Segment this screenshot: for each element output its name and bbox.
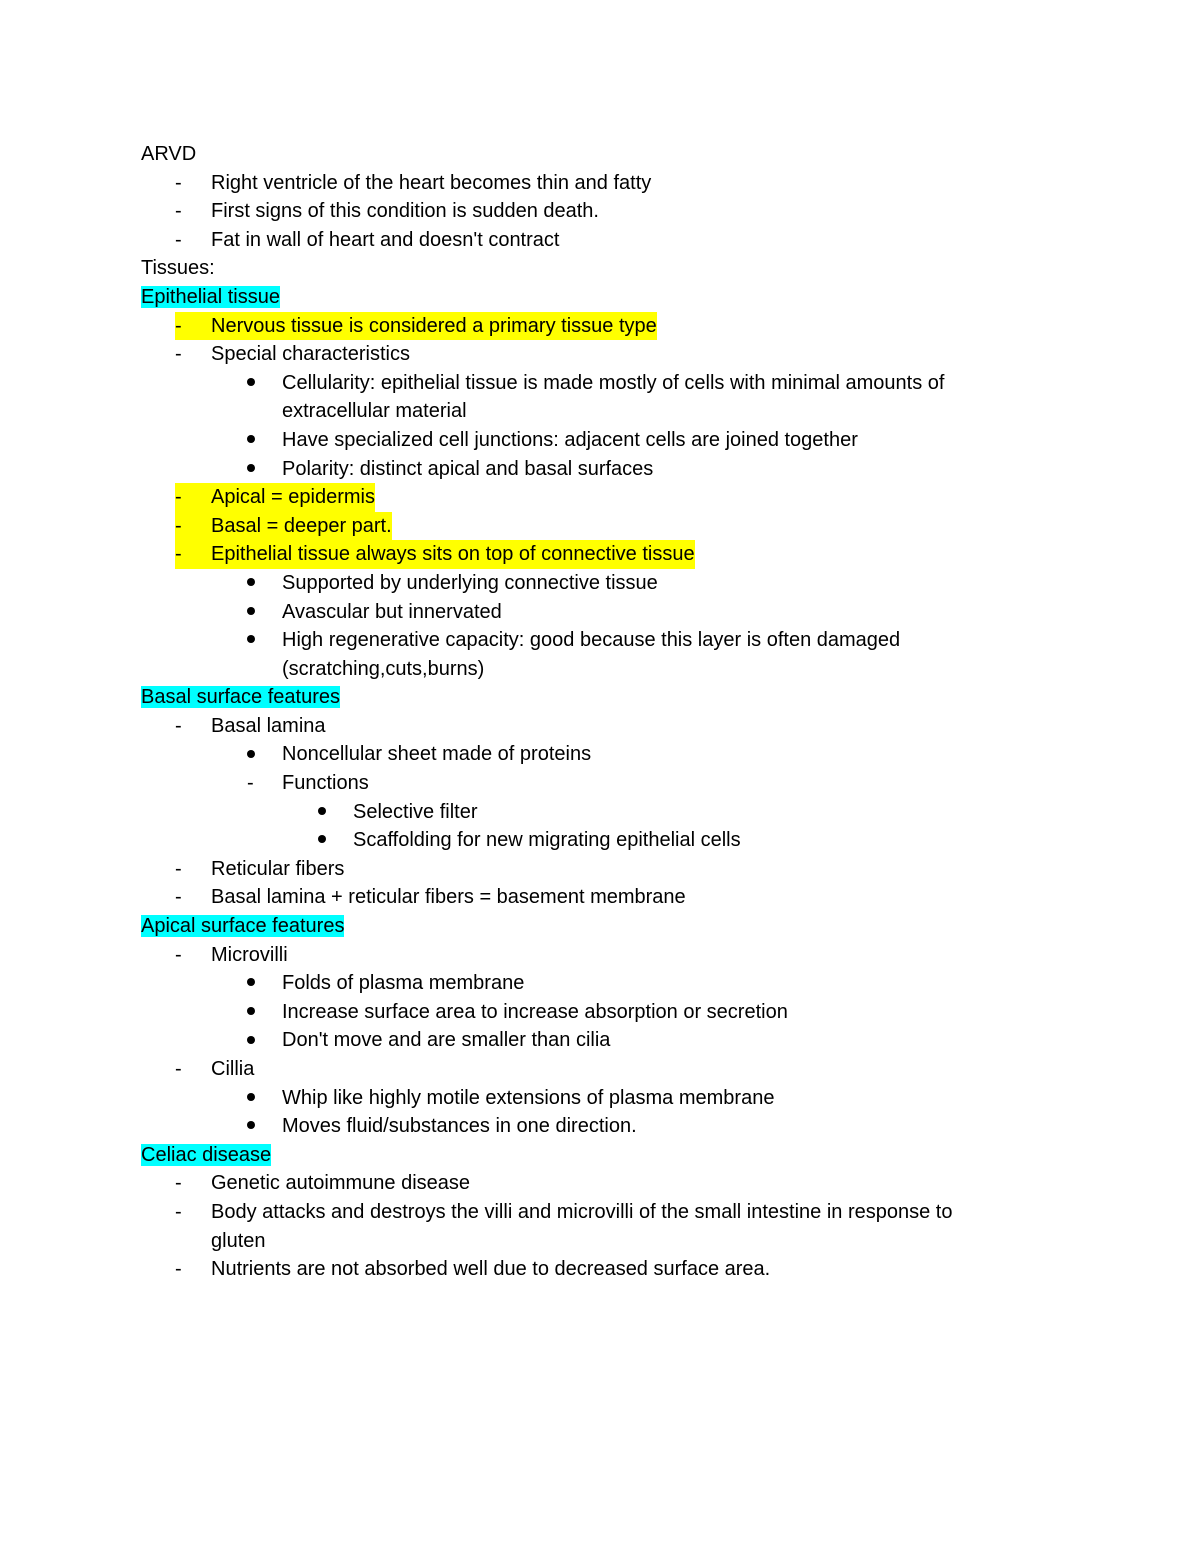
bullet-icon (247, 598, 255, 627)
list-item: Selective filter (141, 798, 1041, 827)
bullet-icon (247, 1112, 255, 1141)
list-item: - Genetic autoimmune disease (141, 1169, 1041, 1198)
list-item: Scaffolding for new migrating epithelial cells (141, 826, 1041, 855)
bullet-icon (247, 569, 255, 598)
dash-marker: - (175, 314, 182, 337)
list-item: - Fat in wall of heart and doesn't contract (141, 226, 1041, 255)
list-item: - Basal lamina (141, 712, 1041, 741)
list-item: Avascular but innervated (141, 598, 1041, 627)
list-item: Cellularity: epithelial tissue is made mostly of cells with minimal amounts of (141, 369, 1041, 398)
list-item: Folds of plasma membrane (141, 969, 1041, 998)
dash-marker: - (175, 1200, 182, 1223)
dash-marker: - (175, 886, 182, 909)
list-item-highlighted: - Basal = deeper part. (141, 512, 1041, 541)
list-item: Polarity: distinct apical and basal surfaces (141, 455, 1041, 484)
dash-marker: - (175, 514, 182, 537)
basal-surface-heading: Basal surface features (141, 686, 340, 709)
list-item-highlighted: - Nervous tissue is considered a primary tissue type (141, 312, 1041, 341)
apical-surface-heading: Apical surface features (141, 915, 345, 938)
bullet-icon (247, 455, 255, 484)
list-item: - Cillia (141, 1055, 1041, 1084)
epithelial-heading: Epithelial tissue (141, 285, 280, 308)
bullet-icon (247, 969, 255, 998)
tissues-label: Tissues: (141, 257, 215, 280)
bullet-icon (247, 1026, 255, 1055)
bullet-icon (247, 426, 255, 455)
bullet-icon (318, 798, 326, 827)
dash-marker: - (175, 1258, 182, 1281)
dash-marker: - (247, 772, 254, 795)
celiac-heading: Celiac disease (141, 1143, 272, 1166)
list-item-continuation: gluten (211, 1229, 266, 1252)
list-item: - Right ventricle of the heart becomes thin and fatty (141, 169, 1041, 198)
list-item: - Special characteristics (141, 340, 1041, 369)
list-item: - Functions (141, 769, 1041, 798)
list-item: Supported by underlying connective tissue (141, 569, 1041, 598)
list-item: - Basal lamina + reticular fibers = basement membrane (141, 883, 1041, 912)
list-item-highlighted: - Apical = epidermis (141, 483, 1041, 512)
list-item-highlighted: - Epithelial tissue always sits on top of connective tissue (141, 540, 1041, 569)
bullet-icon (247, 1084, 255, 1113)
list-item: - Microvilli (141, 941, 1041, 970)
dash-marker: - (175, 943, 182, 966)
bullet-icon (247, 626, 255, 655)
bullet-icon (247, 998, 255, 1027)
bullet-icon (247, 369, 255, 398)
bullet-icon (247, 740, 255, 769)
dash-marker: - (175, 486, 182, 509)
dash-marker: - (175, 714, 182, 737)
list-item: - Nutrients are not absorbed well due to decreased surface area. (141, 1255, 1041, 1284)
list-item-continuation: extracellular material (282, 400, 467, 423)
list-item: Whip like highly motile extensions of plasma membrane (141, 1084, 1041, 1113)
dash-marker: - (175, 1172, 182, 1195)
bullet-icon (318, 826, 326, 855)
list-item: Noncellular sheet made of proteins (141, 740, 1041, 769)
list-item: Have specialized cell junctions: adjacent cells are joined together (141, 426, 1041, 455)
list-item: - Reticular fibers (141, 855, 1041, 884)
dash-marker: - (175, 857, 182, 880)
dash-marker: - (175, 171, 182, 194)
list-item-continuation: (scratching,cuts,burns) (282, 657, 485, 680)
list-item: Increase surface area to increase absorption or secretion (141, 998, 1041, 1027)
list-item: High regenerative capacity: good because this layer is often damaged (141, 626, 1041, 655)
list-item: - Body attacks and destroys the villi and microvilli of the small intestine in response to (141, 1198, 1041, 1227)
list-item: Moves fluid/substances in one direction. (141, 1112, 1041, 1141)
dash-marker: - (175, 543, 182, 566)
list-item: - First signs of this condition is sudden death. (141, 197, 1041, 226)
dash-marker: - (175, 228, 182, 251)
list-item: Don't move and are smaller than cilia (141, 1026, 1041, 1055)
dash-marker: - (175, 200, 182, 223)
document-page (141, 140, 1041, 1284)
dash-marker: - (175, 1058, 182, 1080)
dash-marker: - (175, 343, 182, 366)
arvd-heading: ARVD (141, 143, 197, 165)
